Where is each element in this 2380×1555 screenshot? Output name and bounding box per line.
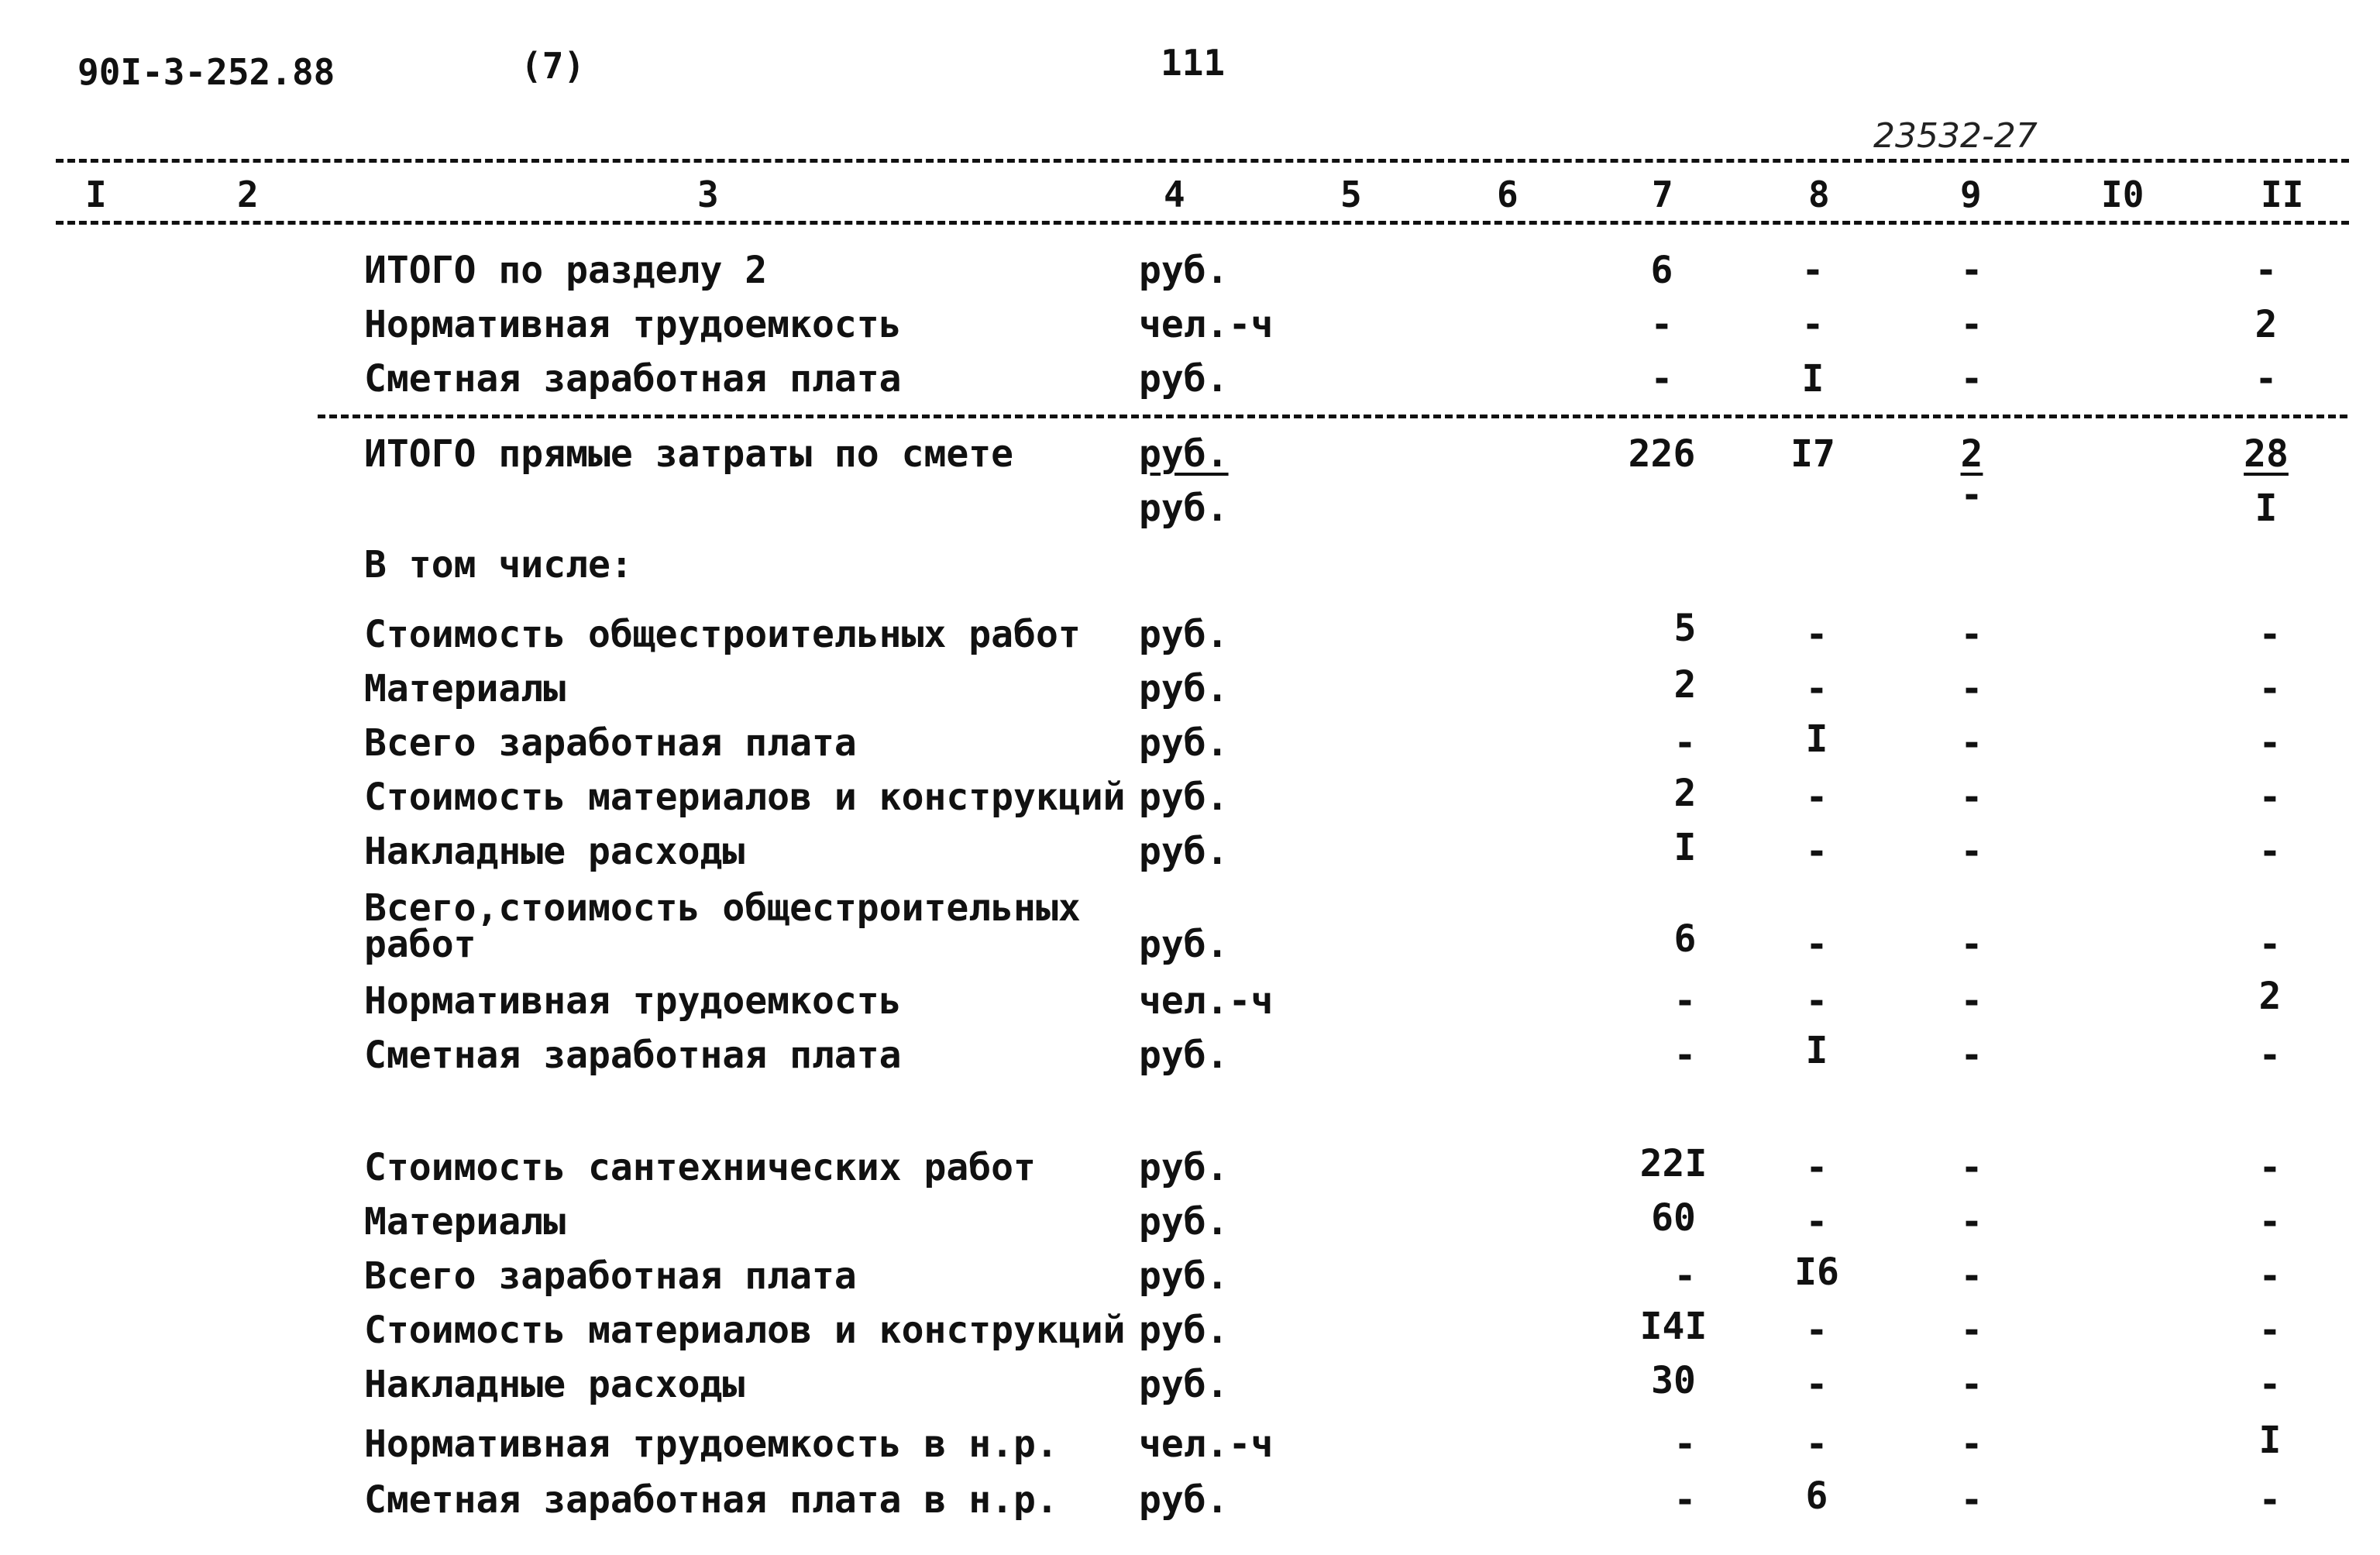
value-col-8: -	[1805, 1309, 1828, 1352]
row-name: Нормативная трудоемкость	[364, 979, 902, 1023]
header-bottom-rule	[56, 221, 2349, 225]
column-header: 8	[1808, 174, 1830, 215]
value-col-11: 28	[2244, 432, 2289, 476]
value-col-8: -	[1805, 776, 1828, 819]
value-col-7: I	[1673, 826, 1697, 869]
value-col-7: 5	[1673, 607, 1697, 650]
value-col-9: -	[1960, 1200, 1983, 1244]
value-col-8: I	[1805, 1029, 1828, 1072]
column-header: I	[85, 174, 107, 215]
value-col-9: -	[1960, 721, 1983, 765]
value-col-7: -	[1673, 1034, 1697, 1077]
column-header: 5	[1340, 174, 1362, 215]
row-name: Материалы	[364, 667, 566, 710]
value-col-8: -	[1805, 1146, 1828, 1189]
value-col-9: -	[1960, 776, 1983, 819]
row-name: Накладные расходы	[364, 1363, 745, 1406]
value-col-9: -	[1960, 473, 1983, 517]
value-col-8: -	[1805, 1363, 1828, 1406]
value-col-8: -	[1801, 303, 1825, 346]
row-unit: чел.-ч	[1139, 979, 1274, 1023]
value-col-7: -	[1673, 1423, 1697, 1466]
value-col-9: -	[1960, 923, 1983, 966]
row-unit: руб.	[1139, 721, 1229, 765]
row-name: Сметная заработная плата в н.р.	[364, 1478, 1058, 1522]
value-col-11: -	[2258, 613, 2282, 656]
value-col-9: 2	[1960, 432, 1983, 476]
value-col-9: -	[1960, 1423, 1983, 1466]
value-col-8: -	[1805, 613, 1828, 656]
value-col-8: I	[1801, 357, 1825, 401]
value-col-7: -	[1673, 721, 1697, 765]
row-unit: руб.	[1139, 432, 1229, 476]
row-name: ИТОГО прямые затраты по смете	[364, 432, 1014, 476]
value-col-7: 22I	[1639, 1142, 1708, 1185]
header-top-rule	[56, 159, 2349, 163]
value-col-11: 2	[2254, 303, 2278, 346]
row-name: Стоимость сантехнических работ	[364, 1146, 1036, 1189]
value-col-7: 60	[1651, 1196, 1696, 1240]
value-col-7: 2	[1673, 663, 1697, 707]
value-col-8: -	[1801, 249, 1825, 292]
value-col-7: -	[1673, 979, 1697, 1023]
value-col-11: -	[2258, 1363, 2282, 1406]
row-name: Стоимость общестроительных работ	[364, 613, 1081, 656]
including-label: В том числе:	[364, 543, 633, 587]
row-unit: руб.	[1139, 830, 1229, 873]
row-name: Материалы	[364, 1200, 566, 1244]
row-unit: руб.	[1139, 1363, 1229, 1406]
value-col-11: 2	[2258, 975, 2282, 1018]
value-col-8: 6	[1805, 1474, 1828, 1518]
value-col-7: 2	[1673, 772, 1697, 815]
row-unit: руб.	[1139, 776, 1229, 819]
value-col-7: -	[1650, 303, 1673, 346]
value-col-9: -	[1960, 357, 1983, 401]
row-name: Всего заработная плата	[364, 1254, 857, 1298]
value-col-9: -	[1960, 1309, 1983, 1352]
value-col-9: -	[1960, 1363, 1983, 1406]
column-header: 2	[237, 174, 259, 215]
value-col-9: -	[1960, 303, 1983, 346]
row-unit: руб.	[1139, 1146, 1229, 1189]
value-col-9: -	[1960, 613, 1983, 656]
row-unit: руб.	[1139, 1034, 1229, 1077]
row-name: Нормативная трудоемкость в н.р.	[364, 1423, 1058, 1466]
value-col-9: -	[1960, 249, 1983, 292]
value-col-8: -	[1805, 830, 1828, 873]
row-unit: руб.	[1139, 1254, 1229, 1298]
value-col-7: -	[1673, 1478, 1697, 1522]
value-col-11: -	[2258, 923, 2282, 966]
row-unit: руб.	[1139, 249, 1229, 292]
column-header: II	[2261, 174, 2304, 215]
sheet-number: (7)	[521, 45, 586, 87]
value-col-9: -	[1960, 1254, 1983, 1298]
value-col-8: -	[1805, 667, 1828, 710]
row-name: Всего,стоимость общестроительных	[364, 886, 1081, 930]
row-name: Сметная заработная плата	[364, 357, 902, 401]
value-col-7: 226	[1628, 432, 1696, 476]
row-name-continued: работ	[364, 923, 476, 966]
page-number: 111	[1161, 42, 1226, 84]
value-col-11: I	[2258, 1419, 2282, 1462]
column-header: 4	[1164, 174, 1185, 215]
value-col-7: -	[1673, 1254, 1697, 1298]
row-name: ИТОГО по разделу 2	[364, 249, 768, 292]
value-col-7: 30	[1651, 1359, 1696, 1402]
document-code: 90I-3-252.88	[77, 51, 335, 93]
value-col-8: -	[1805, 979, 1828, 1023]
value-col-11: -	[2258, 1200, 2282, 1244]
row-unit: чел.-ч	[1139, 303, 1274, 346]
value-col-11: -	[2258, 667, 2282, 710]
value-col-11: -	[2258, 1309, 2282, 1352]
value-col-9: -	[1960, 979, 1983, 1023]
value-col-9: -	[1960, 1034, 1983, 1077]
value-col-8: -	[1805, 1200, 1828, 1244]
value-col-8: -	[1805, 923, 1828, 966]
value-col-8: -	[1805, 1423, 1828, 1466]
value-col-7: I4I	[1639, 1305, 1708, 1348]
row-unit: руб.	[1139, 1478, 1229, 1522]
row-name: Стоимость материалов и конструкций	[364, 776, 1126, 819]
value-col-7: -	[1650, 357, 1673, 401]
value-col-11: -	[2258, 830, 2282, 873]
value-col-9: -	[1960, 830, 1983, 873]
column-header: 3	[697, 174, 719, 215]
value-col-11: -	[2258, 1478, 2282, 1522]
value-col-11: -	[2254, 249, 2278, 292]
value-col-9: -	[1960, 667, 1983, 710]
row-name: Нормативная трудоемкость	[364, 303, 902, 346]
value-col-8: I7	[1790, 432, 1835, 476]
value-col-9: -	[1960, 1478, 1983, 1522]
column-header: 6	[1497, 174, 1518, 215]
value-col-7: 6	[1650, 249, 1673, 292]
value-col-11: -	[2254, 357, 2278, 401]
row-unit: руб.	[1139, 613, 1229, 656]
section-separator-rule	[318, 415, 2347, 418]
value-col-7: 6	[1673, 917, 1697, 961]
value-col-11: -	[2258, 721, 2282, 765]
value-col-11: -	[2258, 776, 2282, 819]
row-unit: чел.-ч	[1139, 1423, 1274, 1466]
column-header: I0	[2101, 174, 2144, 215]
row-unit: руб.	[1139, 487, 1229, 530]
row-name: Стоимость материалов и конструкций	[364, 1309, 1126, 1352]
handwritten-note: 23532-27	[1873, 116, 2038, 156]
row-name: Всего заработная плата	[364, 721, 857, 765]
row-name: Накладные расходы	[364, 830, 745, 873]
value-col-11: -	[2258, 1146, 2282, 1189]
row-unit: руб.	[1139, 1309, 1229, 1352]
value-col-9: -	[1960, 1146, 1983, 1189]
row-unit: руб.	[1139, 667, 1229, 710]
value-col-8: I	[1805, 717, 1828, 761]
column-header: 7	[1652, 174, 1673, 215]
value-col-11: I	[2254, 487, 2278, 530]
row-unit: руб.	[1139, 357, 1229, 401]
value-col-11: -	[2258, 1254, 2282, 1298]
column-header: 9	[1960, 174, 1982, 215]
row-name: Сметная заработная плата	[364, 1034, 902, 1077]
value-col-8: I6	[1794, 1251, 1839, 1294]
row-unit: руб.	[1139, 1200, 1229, 1244]
value-col-11: -	[2258, 1034, 2282, 1077]
row-unit: руб.	[1139, 923, 1229, 966]
